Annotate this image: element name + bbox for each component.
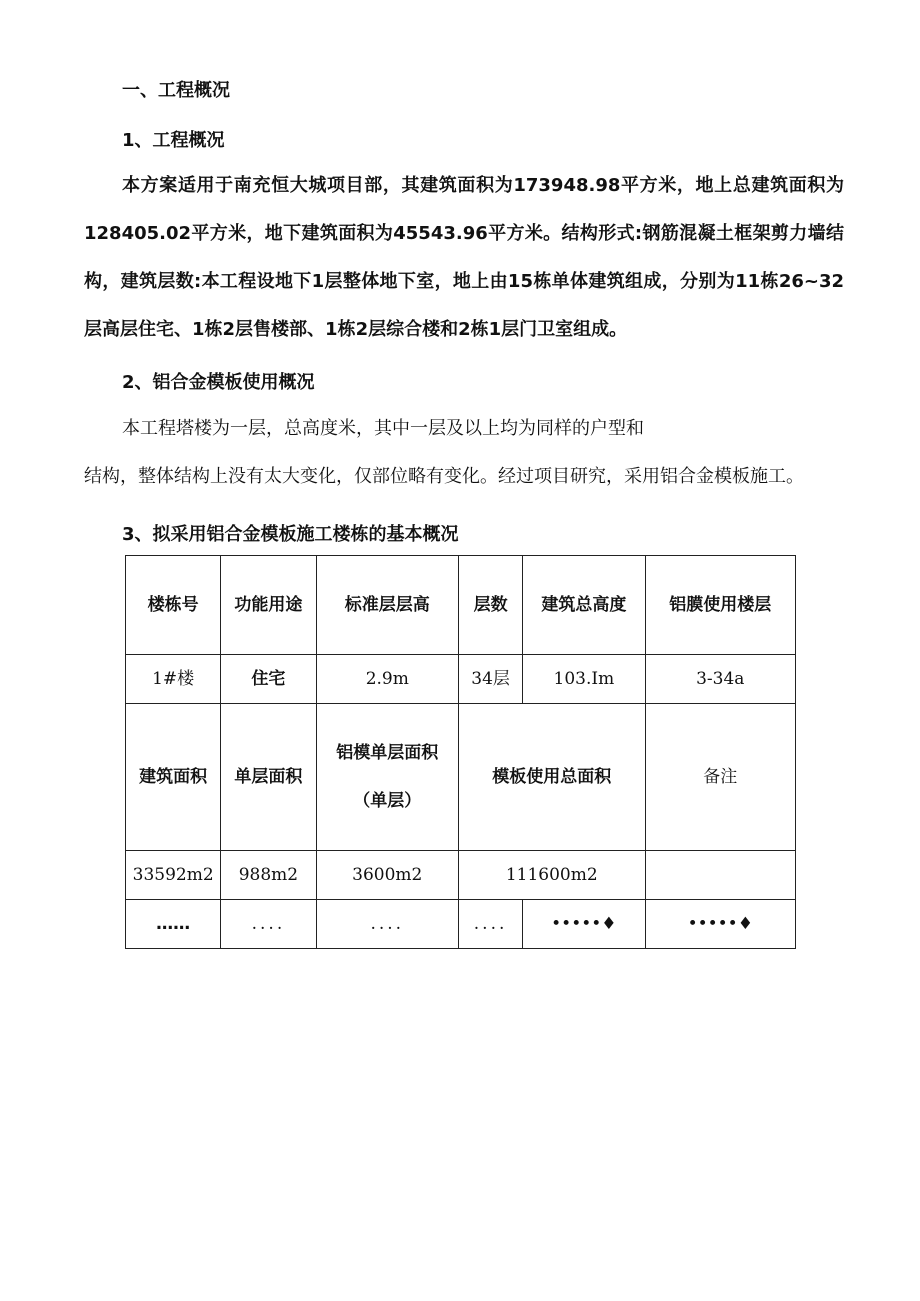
table-cell: 建筑面积 [126,704,221,851]
table-cell: 103.Im [523,655,645,704]
table-row [126,900,796,949]
table-cell: 34层 [458,655,522,704]
table-cell: 铝模单层面积（单层） [316,704,458,851]
table-cell: 2.9m [316,655,458,704]
building-info-table [125,555,796,949]
table-row [126,851,796,900]
table-cell: .... [458,900,522,949]
table-cell: 建筑总高度 [523,556,645,655]
section3-title: 3、拟采用铝合金模板施工楼栋的基本概况 [122,524,459,545]
table-cell: 层数 [458,556,522,655]
section2-title: 2、铝合金模板使用概况 [122,372,315,393]
table-cell [645,851,795,900]
section1-paragraph: 本方案适用于南充恒大城项目部，其建筑面积为173948.98平方米，地上总建筑面积为128405.02平方米，地下建筑面积为45543.96平方米。结构形式:钢筋混凝土框架剪力墙结构，建筑层数:本工程设地下1层整体地下室，地上由15栋单体建筑组成，分别为11栋26~32层高层住宅、1栋2层售楼部、1栋2层综合楼和2栋1层门卫室组成。 [84,175,844,340]
table-cell: 988m2 [221,851,316,900]
table-row [126,655,796,704]
table-cell: 单层面积 [221,704,316,851]
table-row [126,556,796,655]
table-cell: 功能用途 [221,556,316,655]
section1-title: 1、工程概况 [122,130,225,151]
table-cell: 1#楼 [126,655,221,704]
section2-line2: 结构，整体结构上没有太大变化，仅部位略有变化。经过项目研究，采用铝合金模板施工。 [84,466,804,487]
table-cell: •••••♦ [645,900,795,949]
table-cell: 楼栋号 [126,556,221,655]
table-row [126,704,796,851]
table-cell: …… [126,900,221,949]
table-cell: 3600m2 [316,851,458,900]
table-cell: 33592m2 [126,851,221,900]
table-cell: .... [316,900,458,949]
table-cell: 3-34a [645,655,795,704]
section2-line1: 本工程塔楼为一层，总高度米，其中一层及以上均为同样的户型和 [122,418,644,439]
table-cell: 住宅 [221,655,316,704]
table-cell: 铝膜使用楼层 [645,556,795,655]
table-cell: •••••♦ [523,900,645,949]
table-cell: .... [221,900,316,949]
table-cell: 备注 [645,704,795,851]
heading-overview: 一、工程概况 [122,80,230,101]
table-cell: 111600m2 [458,851,645,900]
table-cell: 模板使用总面积 [458,704,645,851]
table-cell: 标准层层高 [316,556,458,655]
